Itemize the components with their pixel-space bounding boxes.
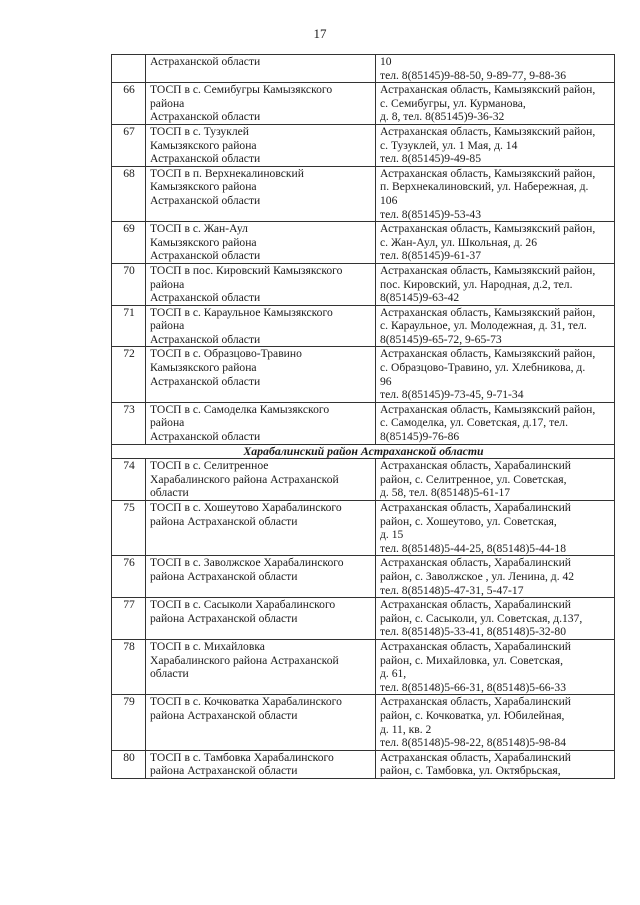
- office-name: ТОСП в с. Заволжское Харабалинского района Астраханской области: [146, 556, 376, 598]
- office-address: Астраханская область, Харабалинский район, с. Хошеутово, ул. Советская, д. 15 тел. 8(85148)5-44-25, 8(85148)5-44-18: [376, 501, 615, 556]
- office-address: Астраханская область, Камызякский район, с. Образцово-Травино, ул. Хлебникова, д. 96 тел. 8(85145)9-73-45, 9-71-34: [376, 347, 615, 402]
- table-row: [112, 459, 615, 501]
- table-row: [112, 83, 615, 125]
- offices-table: [111, 54, 615, 779]
- row-number: 70: [112, 263, 146, 305]
- section-title: Харабалинский район Астраханской области: [112, 444, 615, 459]
- office-name: ТОСП в с. Кочковатка Харабалинского района Астраханской области: [146, 695, 376, 750]
- office-name: ТОСП в с. Семибугры Камызякского района Астраханской области: [146, 83, 376, 125]
- row-number: 71: [112, 305, 146, 347]
- office-name: ТОСП в с. Образцово-Травино Камызякского района Астраханской области: [146, 347, 376, 402]
- row-number: 66: [112, 83, 146, 125]
- office-name: ТОСП в п. Верхнекалиновский Камызякского района Астраханской области: [146, 166, 376, 221]
- table-row: [112, 55, 615, 83]
- office-address: Астраханская область, Камызякский район, пос. Кировский, ул. Народная, д.2, тел. 8(85145)9-63-42: [376, 263, 615, 305]
- row-number: 75: [112, 501, 146, 556]
- table-body-kamyzyak: [112, 55, 615, 445]
- office-address: Астраханская область, Камызякский район, с. Караульное, ул. Молодежная, д. 31, тел. 8(85145)9-65-72, 9-65-73: [376, 305, 615, 347]
- row-number: 73: [112, 402, 146, 444]
- office-name: ТОСП в с. Хошеутово Харабалинского района Астраханской области: [146, 501, 376, 556]
- row-number: 78: [112, 639, 146, 694]
- row-number: 68: [112, 166, 146, 221]
- office-name: ТОСП в с. Сасыколи Харабалинского района Астраханской области: [146, 598, 376, 640]
- office-address: 10 тел. 8(85145)9-88-50, 9-89-77, 9-88-36: [376, 55, 615, 83]
- office-address: Астраханская область, Камызякский район, с. Тузуклей, ул. 1 Мая, д. 14 тел. 8(85145)9-49-85: [376, 124, 615, 166]
- row-number: 69: [112, 222, 146, 264]
- row-number: 79: [112, 695, 146, 750]
- office-name: ТОСП в с. Тузуклей Камызякского района Астраханской области: [146, 124, 376, 166]
- office-address: Астраханская область, Камызякский район, п. Верхнекалиновский, ул. Набережная, д. 106 тел. 8(85145)9-53-43: [376, 166, 615, 221]
- office-address: Астраханская область, Камызякский район, с. Самоделка, ул. Советская, д.17, тел. 8(85145)9-76-86: [376, 402, 615, 444]
- table-body-kharabali: [112, 459, 615, 779]
- table-row: [112, 695, 615, 750]
- office-name: ТОСП в с. Тамбовка Харабалинского района Астраханской области: [146, 750, 376, 778]
- row-number: 76: [112, 556, 146, 598]
- office-name: ТОСП в с. Караульное Камызякского района Астраханской области: [146, 305, 376, 347]
- office-address: Астраханская область, Камызякский район, с. Семибугры, ул. Курманова, д. 8, тел. 8(85145)9-36-32: [376, 83, 615, 125]
- office-address: Астраханская область, Харабалинский район, с. Тамбовка, ул. Октябрьская,: [376, 750, 615, 778]
- office-address: Астраханская область, Харабалинский район, с. Селитренное, ул. Советская, д. 58, тел. 8(85148)5-61-17: [376, 459, 615, 501]
- office-address: Астраханская область, Камызякский район, с. Жан-Аул, ул. Школьная, д. 26 тел. 8(85145)9-61-37: [376, 222, 615, 264]
- row-number: 77: [112, 598, 146, 640]
- office-address: Астраханская область, Харабалинский район, с. Кочковатка, ул. Юбилейная, д. 11, кв. 2 тел. 8(85148)5-98-22, 8(85148)5-98-84: [376, 695, 615, 750]
- table-row: [112, 598, 615, 640]
- row-number: 67: [112, 124, 146, 166]
- table-row: [112, 347, 615, 402]
- table-row: [112, 402, 615, 444]
- table-row: [112, 639, 615, 694]
- office-name: ТОСП в с. Михайловка Харабалинского района Астраханской области: [146, 639, 376, 694]
- row-number: 74: [112, 459, 146, 501]
- row-number: 72: [112, 347, 146, 402]
- table-row: [112, 222, 615, 264]
- section-header-row: [112, 444, 615, 459]
- table-row: [112, 305, 615, 347]
- table-row: [112, 501, 615, 556]
- table-row: [112, 556, 615, 598]
- table-row: [112, 124, 615, 166]
- page-number: 17: [313, 26, 327, 41]
- office-name: ТОСП в с. Самоделка Камызякского района Астраханской области: [146, 402, 376, 444]
- office-name: ТОСП в с. Селитренное Харабалинского района Астраханской области: [146, 459, 376, 501]
- row-number: [112, 55, 146, 83]
- office-name: ТОСП в пос. Кировский Камызякского района Астраханской области: [146, 263, 376, 305]
- table-row: [112, 750, 615, 778]
- table-row: [112, 263, 615, 305]
- office-name: Астраханской области: [146, 55, 376, 83]
- section-header-body: [112, 444, 615, 459]
- table-row: [112, 166, 615, 221]
- office-address: Астраханская область, Харабалинский район, с. Михайловка, ул. Советская, д. 61, тел. 8(85148)5-66-31, 8(85148)5-66-33: [376, 639, 615, 694]
- office-address: Астраханская область, Харабалинский район, с. Заволжское , ул. Ленина, д. 42 тел. 8(85148)5-47-31, 5-47-17: [376, 556, 615, 598]
- office-address: Астраханская область, Харабалинский район, с. Сасыколи, ул. Советская, д.137, тел. 8(85148)5-33-41, 8(85148)5-32-80: [376, 598, 615, 640]
- row-number: 80: [112, 750, 146, 778]
- office-name: ТОСП в с. Жан-Аул Камызякского района Астраханской области: [146, 222, 376, 264]
